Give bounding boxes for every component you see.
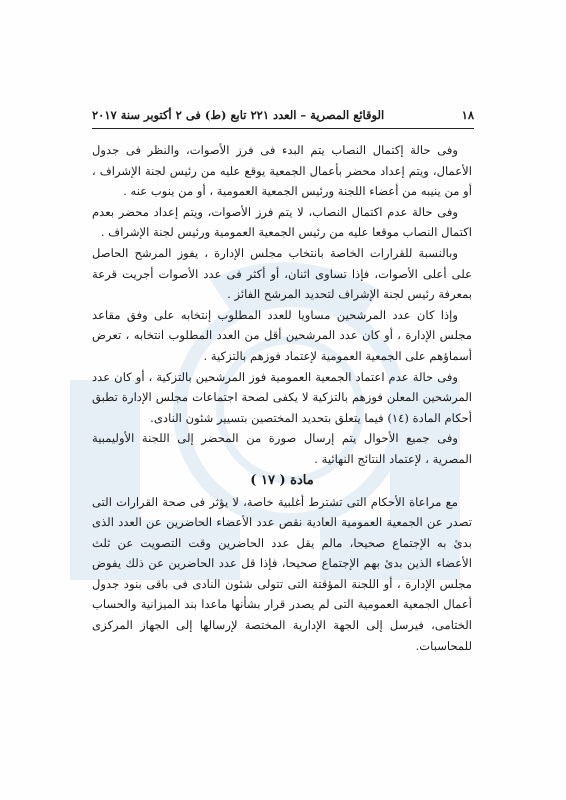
paragraph: وبالنسبة للقرارات الخاصة بانتخاب مجلس الإدارة ، يفوز المرشح الحاصل على أعلى الأصوات، فإذا تساوى اثنان، أو أكثر فى عدد الأصوات أجريت قرعة بمعرفة رئيس لجنة الإشراف لتحديد المرشح الفائز . (92, 245, 472, 302)
paragraph: وإذا كان عدد المرشحين مساويا للعدد المطلوب إنتخابه على وفق مقاعد مجلس الإدارة ، أو كان عدد المرشحين أقل من العدد المطلوب انتخابه ، تعرض أسماؤهم على الجمعية العمومية لإعتماد فوزهم بالتزكية . (92, 307, 472, 363)
paragraph: وفى حالة عدم اعتماد الجمعية العمومية فوز المرشحين بالتزكية ، أو كان عدد المرشحين المعلن فوزهم بالتزكية لا يكفى لصحة اجتماعات مجلس الإدارة تطبق أحكام المادة (١٤) فيما يتعلق بتحديد المختصين بتسيير شئون النادى. (92, 369, 472, 425)
page-header (92, 108, 474, 122)
article-heading: مادة ( ١٧ ) (250, 472, 314, 488)
page-number: ١٨ (461, 108, 474, 122)
paragraph: وفى حالة إكتمال النصاب يتم البدء فى فرز الأصوات، والنظر فى جدول الأعمال، ويتم إعداد محضر بأعمال الجمعية يوقع عليه من رئيس لجنة الإشراف ، أو من ينيبه من أعضاء اللجنة ورئيس الجمعية العمومية ، أو من ينوب عنه . (92, 143, 472, 199)
gazette-title: الوقائع المصرية – العدد ٢٢١ تابع (ط) فى ٢ أكتوبر سنة ٢٠١٧ (92, 108, 385, 122)
paragraph: وفى حالة عدم اكتمال النصاب، لا يتم فرز الأصوات، ويتم إعداد محضر بعدم اكتمال النصاب موقعا عليه من رئيس الجمعية العمومية ورئيس لجنة الإشراف . (92, 204, 472, 240)
paragraph: وفى جميع الأحوال يتم إرسال صورة من المحضر إلى اللجنة الأوليمبية المصرية ، لإعتماد النتائج النهائية . (92, 431, 472, 466)
page-body (92, 140, 472, 656)
article-paragraph: مع مراعاة الأحكام التى تشترط أغلبية خاصة، لا يؤثر فى صحة القرارات التى تصدر عن الجمعية العمومية العادية نقص عدد الأعضاء الحاضرين عن العدد الذى بدئ به الإجتماع صحيحا، مالم يقل عدد الحاضرين وقت التصويت عن ثلث الأعضاء الذين بدئ بهم الإجتماع صحيحا، فإذا قل عدد الحاضرين عن ذلك يفوض مجلس الإدارة ، أو اللجنة المؤقتة التى تتولى شئون النادى فى باقى بنود جدول أعمال الجمعية العمومية التى لم يصدر قرار بشأنها ماعدا بند الميزانية والحساب الختامى، فيرسل إلى الجهة الإدارية المختصة لإرسالها إلى الجهاز المركزى للمحاسبات. (92, 494, 472, 653)
header-divider (92, 128, 474, 129)
